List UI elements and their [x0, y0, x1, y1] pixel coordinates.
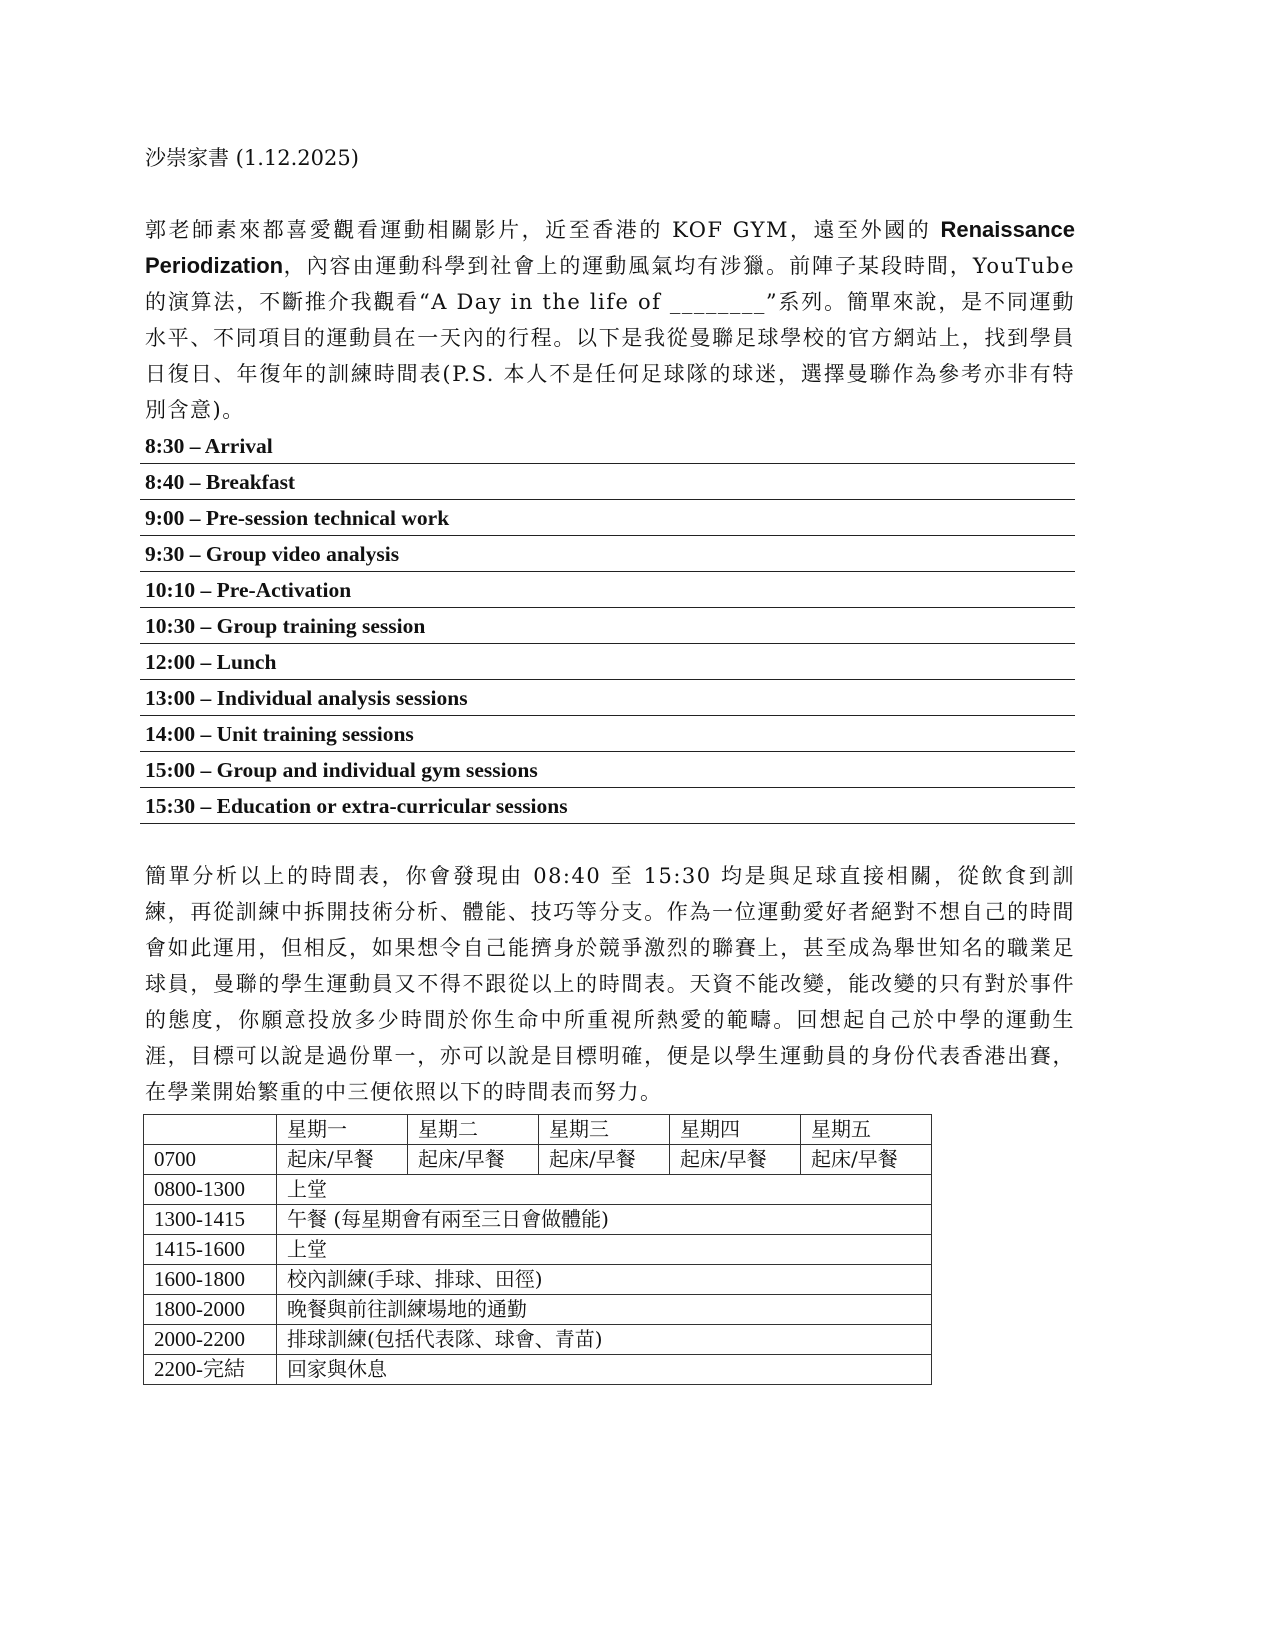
schedule-item: 9:30 – Group video analysis	[140, 536, 1075, 572]
table-row	[144, 1265, 932, 1295]
schedule-item: 10:30 – Group training session	[140, 608, 1075, 644]
time-cell: 1800-2000	[144, 1295, 277, 1325]
time-cell: 2200-完結	[144, 1355, 277, 1385]
header-cell-friday: 星期五	[801, 1115, 932, 1145]
header-cell-monday: 星期一	[277, 1115, 408, 1145]
weekly-timetable	[143, 1114, 932, 1385]
schedule-item: 8:30 – Arrival	[140, 428, 1075, 464]
schedule-item: 12:00 – Lunch	[140, 644, 1075, 680]
schedule-item: 15:00 – Group and individual gym sessions	[140, 752, 1075, 788]
daily-schedule-list	[145, 428, 1075, 824]
schedule-item: 13:00 – Individual analysis sessions	[140, 680, 1075, 716]
table-header-row	[144, 1115, 932, 1145]
activity-cell: 上堂	[277, 1175, 932, 1205]
activity-cell: 校內訓練(手球、排球、田徑)	[277, 1265, 932, 1295]
header-cell-wednesday: 星期三	[539, 1115, 670, 1145]
schedule-item: 9:00 – Pre-session technical work	[140, 500, 1075, 536]
intro-bold-name: Renaissance Periodization	[145, 217, 1075, 278]
intro-text-a: 郭老師素來都喜愛觀看運動相關影片，近至香港的 KOF GYM，遠至外國的	[145, 218, 941, 242]
activity-cell: 起床/早餐	[277, 1145, 408, 1175]
activity-cell: 起床/早餐	[801, 1145, 932, 1175]
time-cell: 2000-2200	[144, 1325, 277, 1355]
time-cell: 0700	[144, 1145, 277, 1175]
table-row	[144, 1205, 932, 1235]
activity-cell: 起床/早餐	[408, 1145, 539, 1175]
schedule-item: 10:10 – Pre-Activation	[140, 572, 1075, 608]
time-cell: 1600-1800	[144, 1265, 277, 1295]
document-title: 沙崇家書 (1.12.2025)	[145, 146, 359, 170]
schedule-item: 14:00 – Unit training sessions	[140, 716, 1075, 752]
time-cell: 0800-1300	[144, 1175, 277, 1205]
activity-cell: 起床/早餐	[670, 1145, 801, 1175]
activity-cell: 回家與休息	[277, 1355, 932, 1385]
activity-cell: 上堂	[277, 1235, 932, 1265]
header-cell-empty	[144, 1115, 277, 1145]
table-row	[144, 1325, 932, 1355]
time-cell: 1300-1415	[144, 1205, 277, 1235]
table-row	[144, 1235, 932, 1265]
activity-cell: 晚餐與前往訓練場地的通勤	[277, 1295, 932, 1325]
table-row	[144, 1295, 932, 1325]
intro-text-b: ，內容由運動科學到社會上的運動風氣均有涉獵。前陣子某段時間，YouTube 的演算法，不斷推介我觀看“A Day in the life of ________”系列。簡單來說，是不同運動水平、不同項目的運動員在一天內的行程。以下是我從曼聯足球學校的官方網站上，找到學員日復日、年復年的訓練時間表(P.S. 本人不是任何足球隊的球迷，選擇曼聯作為參考亦非有特別含意)。	[145, 254, 1075, 422]
schedule-item: 15:30 – Education or extra-curricular sessions	[140, 788, 1075, 824]
analysis-paragraph: 簡單分析以上的時間表，你會發現由 08:40 至 15:30 均是與足球直接相關，從飲食到訓練，再從訓練中拆開技術分析、體能、技巧等分支。作為一位運動愛好者絕對不想自己的時間會如此運用，但相反，如果想令自己能擠身於競爭激烈的聯賽上，甚至成為舉世知名的職業足球員，曼聯的學生運動員又不得不跟從以上的時間表。天資不能改變，能改變的只有對於事件的態度，你願意投放多少時間於你生命中所重視所熱愛的範疇。回想起自己於中學的運動生涯，目標可以說是過份單一，亦可以說是目標明確，便是以學生運動員的身份代表香港出賽，在學業開始繁重的中三便依照以下的時間表而努力。	[145, 864, 1075, 1104]
activity-cell: 起床/早餐	[539, 1145, 670, 1175]
activity-cell: 午餐 (每星期會有兩至三日會做體能)	[277, 1205, 932, 1235]
time-cell: 1415-1600	[144, 1235, 277, 1265]
intro-paragraph	[145, 212, 1075, 428]
activity-cell: 排球訓練(包括代表隊、球會、青苗)	[277, 1325, 932, 1355]
header-cell-tuesday: 星期二	[408, 1115, 539, 1145]
table-row	[144, 1175, 932, 1205]
document-page	[145, 140, 1075, 1385]
table-row	[144, 1145, 932, 1175]
table-row	[144, 1355, 932, 1385]
schedule-item: 8:40 – Breakfast	[140, 464, 1075, 500]
header-cell-thursday: 星期四	[670, 1115, 801, 1145]
